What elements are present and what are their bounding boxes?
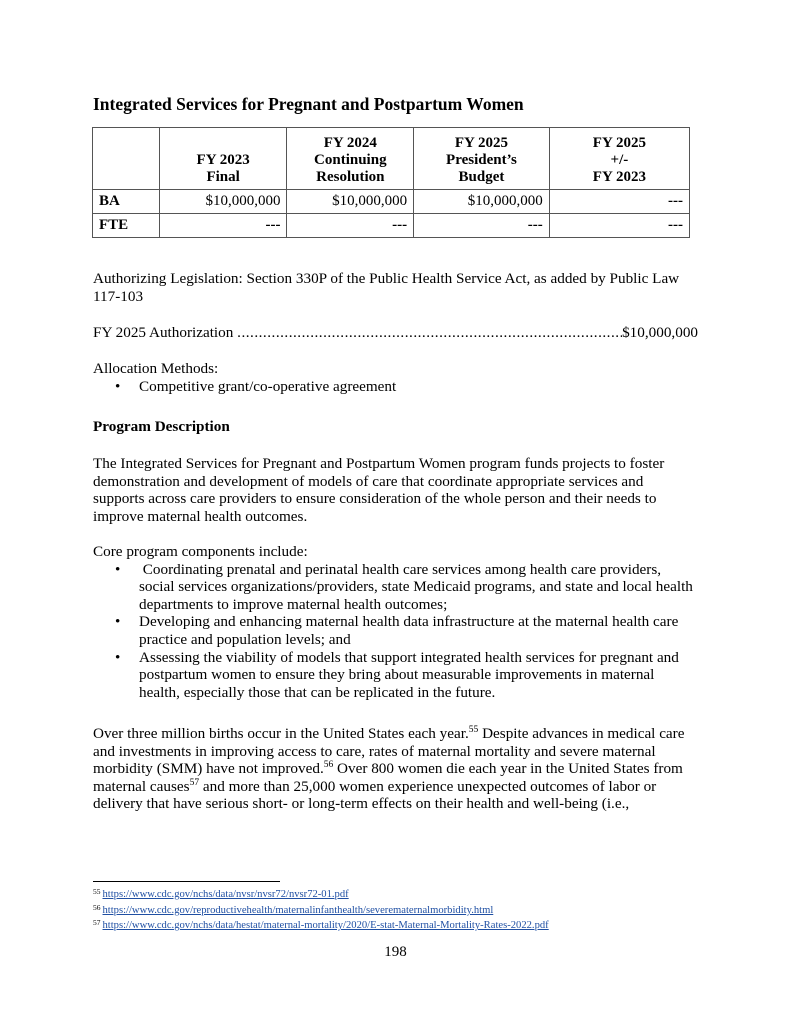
cell-value: --- (159, 214, 287, 238)
allocation-label: Allocation Methods: (93, 360, 219, 377)
header-empty (93, 128, 160, 190)
authorization-label: FY 2025 Authorization (93, 324, 238, 341)
list-item: • Assessing the viability of models that support integrated health services for pregnant and postpartum women to ensure they bring about measurable improvements in maternal health, especially those that can be replicated in the future. (93, 649, 698, 702)
footnote-link[interactable]: https://www.cdc.gov/reproductivehealth/maternalinfanthealth/severematernalmorbidity.html (102, 904, 494, 916)
footnote-55: $^{55}$ https://www.cdc.gov/nchs/data/nvsr/nvsr72/nvsr72-01.pdf (93, 887, 349, 900)
header-fy2023-final: FY 2023 Final (159, 128, 287, 190)
budget-table (92, 127, 690, 238)
footnote-link[interactable]: https://www.cdc.gov/nchs/data/nvsr/nvsr72/nvsr72-01.pdf (102, 889, 349, 900)
footnote-57: $^{57}$ https://www.cdc.gov/nchs/data/hestat/maternal-mortality/2020/E-stat-Maternal-Mortality-Rates-2022.pdf (93, 918, 549, 932)
header-fy2025-vs-fy2023: FY 2025 +/- FY 2023 (549, 128, 689, 190)
list-item: • Competitive grant/co-operative agreement (93, 378, 698, 396)
maternal-stats-paragraph: Over three million births occur in the United States each year.$^{55}$ Despite advances in medical care and investments in improving access to care, rates of maternal mortality and severe maternal morbidity (SMM) have not improved.$^{56}$ Over 800 women die each year in the United States from maternal causes$^{57}$ and more than 25,000 women experience unexpected outcomes of labor or delivery that have serious short- or long-term effects on their health and well-being (i.e., (93, 725, 685, 813)
footnote-ref-57[interactable]: 57 (189, 777, 200, 788)
authorizing-legislation: Authorizing Legislation: Section 330P of the Public Health Service Act, as added by Public Law 117-103 (93, 270, 680, 305)
table-row (93, 190, 690, 214)
row-label-fte: FTE (93, 214, 160, 238)
footnote-56: $^{56}$ https://www.cdc.gov/reproductivehealth/maternalinfanthealth/severematernalmorbidity.html (93, 902, 494, 916)
authorization-amount: $10,000,000 (622, 324, 698, 341)
page-title: Integrated Services for Pregnant and Postpartum Women (93, 94, 524, 114)
footnote-link[interactable]: https://www.cdc.gov/nchs/data/hestat/maternal-mortality/2020/E-stat-Maternal-Mortality-Rates-2022.pdf (102, 920, 549, 932)
footnotes (93, 886, 549, 933)
table-row (93, 214, 690, 238)
footnote-ref-55[interactable]: 55 (468, 725, 479, 735)
components-intro: Core program components include: (93, 543, 308, 560)
list-item: • Coordinating prenatal and perinatal health care services among health care providers, social services organizations/providers, state Medicaid programs, and state and local health departments to improve maternal health outcomes; (93, 561, 698, 614)
components-list (93, 561, 698, 702)
footnote-divider (93, 881, 280, 882)
footnote-ref-56[interactable]: 56 (323, 760, 334, 771)
table-header-row (93, 128, 690, 190)
program-description-paragraph: The Integrated Services for Pregnant and Postpartum Women program funds projects to foster demonstration and development of models of care that coordinate appropriate services and supports across care providers to ensure consideration of the whole person and their needs to improve maternal health outcomes. (93, 455, 665, 525)
list-item: • Developing and enhancing maternal health data infrastructure at the maternal health care practice and population levels; and (93, 613, 698, 648)
section-heading-program-description: Program Description (93, 418, 230, 435)
allocation-list (93, 378, 698, 396)
dot-leader (237, 324, 622, 342)
cell-value: $10,000,000 (159, 190, 287, 214)
cell-value: --- (287, 214, 414, 238)
core-components (93, 543, 698, 701)
row-label-ba: BA (93, 190, 160, 214)
cell-value: $10,000,000 (414, 190, 550, 214)
cell-value: --- (549, 214, 689, 238)
cell-value: --- (549, 190, 689, 214)
fy2025-authorization (93, 324, 698, 342)
allocation-methods (93, 360, 698, 395)
cell-value: --- (414, 214, 550, 238)
cell-value: $10,000,000 (287, 190, 414, 214)
page-number: 198 (384, 944, 407, 960)
header-fy2024-cr: FY 2024 Continuing Resolution (287, 128, 414, 190)
header-fy2025-pb: FY 2025 President’s Budget (414, 128, 550, 190)
